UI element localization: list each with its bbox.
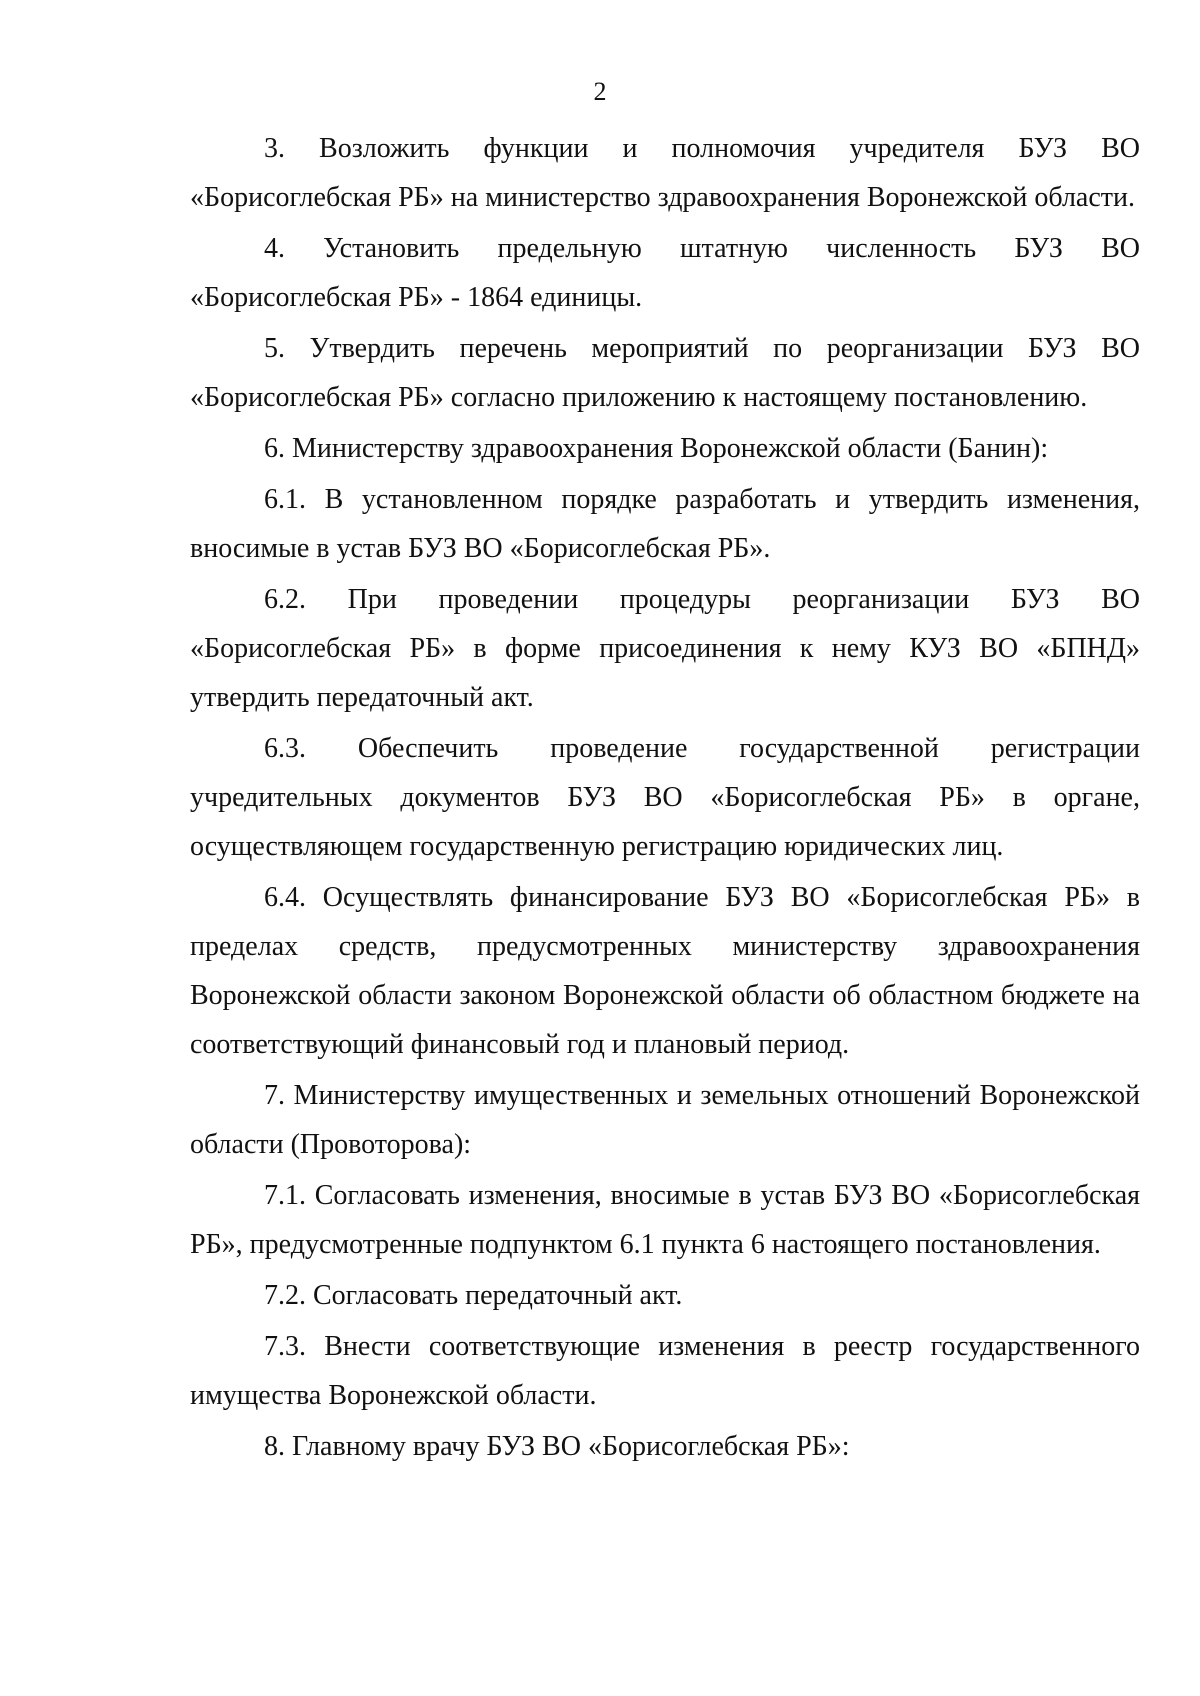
paragraph-8: 8. Главному врачу БУЗ ВО «Борисоглебская РБ»: — [264, 1431, 850, 1462]
paragraph-3: 3. Возложить функции и полномочия учредителя БУЗ ВО «Борисоглебская РБ» на министерство здравоохранения Воронежской области. — [190, 133, 1140, 213]
paragraph-5: 5. Утвердить перечень мероприятий по реорганизации БУЗ ВО «Борисоглебская РБ» согласно приложению к настоящему постановлению. — [190, 333, 1140, 413]
paragraph-6-4: 6.4. Осуществлять финансирование БУЗ ВО «Борисоглебская РБ» в пределах средств, предусмотренных министерству здравоохранения Воронежской области законом Воронежской области об областном бюджете на соответствующий финансовый год и плановый период. — [190, 882, 1140, 1060]
paragraph-7-1: 7.1. Согласовать изменения, вносимые в устав БУЗ ВО «Борисоглебская РБ», предусмотренные подпунктом 6.1 пункта 6 настоящего постановления. — [190, 1180, 1140, 1260]
paragraph-7-3: 7.3. Внести соответствующие изменения в реестр государственного имущества Воронежской области. — [190, 1331, 1140, 1411]
paragraph-7-2: 7.2. Согласовать передаточный акт. — [264, 1280, 683, 1311]
paragraph-6-2: 6.2. При проведении процедуры реорганизации БУЗ ВО «Борисоглебская РБ» в форме присоединения к нему КУЗ ВО «БПНД» утвердить передаточный акт. — [190, 584, 1140, 713]
paragraph-6-1: 6.1. В установленном порядке разработать и утвердить изменения, вносимые в устав БУЗ ВО «Борисоглебская РБ». — [190, 484, 1140, 564]
document-body — [190, 124, 1140, 1473]
paragraph-4: 4. Установить предельную штатную численность БУЗ ВО «Борисоглебская РБ» - 1864 единицы. — [190, 233, 1140, 313]
paragraph-6-3: 6.3. Обеспечить проведение государственной регистрации учредительных документов БУЗ ВО «Борисоглебская РБ» в органе, осуществляющем государственную регистрацию юридических лиц. — [190, 733, 1140, 862]
paragraph-7: 7. Министерству имущественных и земельных отношений Воронежской области (Провоторова): — [190, 1080, 1140, 1160]
page-number: 2 — [593, 77, 607, 106]
paragraph-6: 6. Министерству здравоохранения Воронежской области (Банин): — [264, 433, 1049, 464]
